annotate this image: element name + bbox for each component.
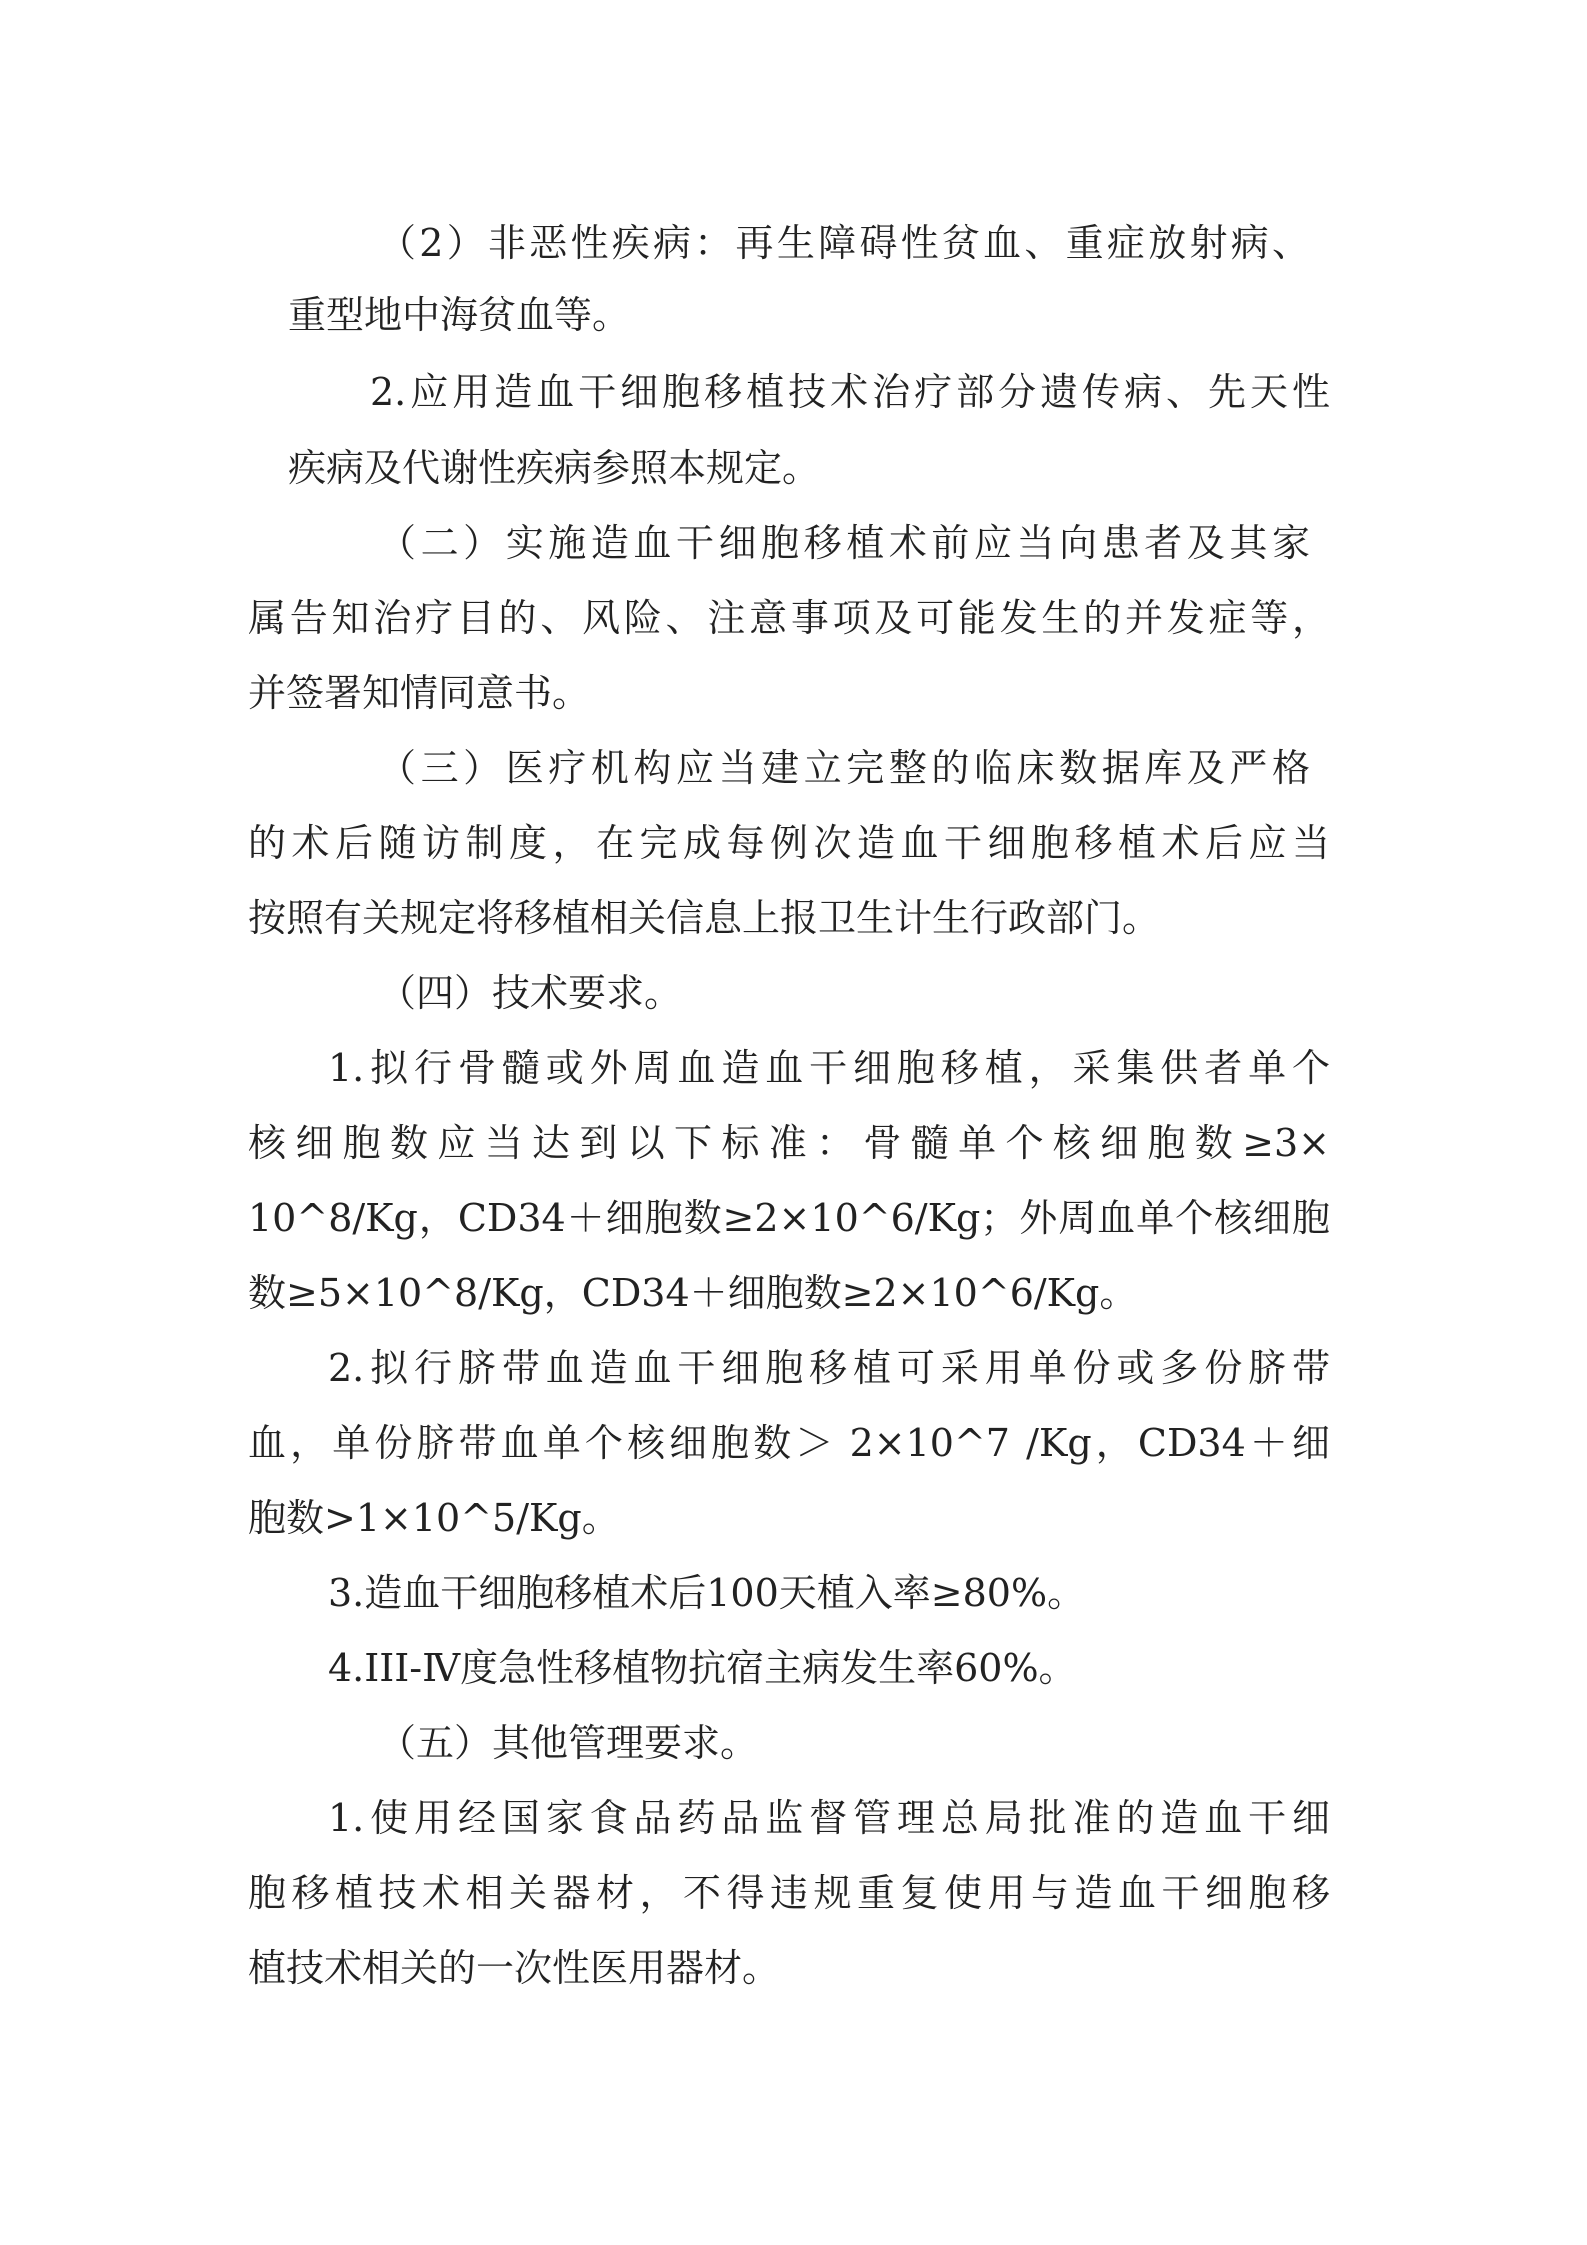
text-line: （2）非恶性疾病：再生障碍性贫血、重症放射病、	[378, 221, 1310, 265]
text-line: （五）其他管理要求。	[378, 1721, 759, 1765]
text-line: 并签署知情同意书。	[248, 671, 591, 715]
text-line: 血，单份脐带血单个核细胞数＞ 2×10^7 /Kg，CD34＋细	[248, 1421, 1330, 1465]
text-line: 核细胞数应当达到以下标准：骨髓单个核细胞数≥3×	[248, 1121, 1330, 1165]
text-line: （二）实施造血干细胞移植术前应当向患者及其家	[378, 521, 1310, 565]
text-line: 胞数>1×10^5/Kg。	[248, 1496, 620, 1540]
text-line: 1.拟行骨髓或外周血造血干细胞移植，采集供者单个	[328, 1046, 1330, 1090]
text-line: 3.造血干细胞移植术后100天植入率≥80%。	[328, 1571, 1086, 1615]
text-line: 重型地中海贫血等。	[288, 293, 631, 337]
text-line: 1.使用经国家食品药品监督管理总局批准的造血干细	[328, 1796, 1330, 1840]
text-line: 10^8/Kg，CD34＋细胞数≥2×10^6/Kg；外周血单个核细胞	[248, 1196, 1330, 1240]
text-line: 属告知治疗目的、风险、注意事项及可能发生的并发症等，	[248, 596, 1330, 640]
text-line: 的术后随访制度，在完成每例次造血干细胞移植术后应当	[248, 821, 1330, 865]
text-line: （四）技术要求。	[378, 971, 683, 1015]
text-line: 胞移植技术相关器材，不得违规重复使用与造血干细胞移	[248, 1871, 1330, 1915]
text-line: 2.拟行脐带血造血干细胞移植可采用单份或多份脐带	[328, 1346, 1330, 1390]
text-line: 植技术相关的一次性医用器材。	[248, 1946, 781, 1990]
text-line: 疾病及代谢性疾病参照本规定。	[288, 446, 821, 490]
text-line: 4.III-Ⅳ度急性移植物抗宿主病发生率60%。	[328, 1646, 1077, 1690]
text-line: （三）医疗机构应当建立完整的临床数据库及严格	[378, 746, 1310, 790]
text-line: 按照有关规定将移植相关信息上报卫生计生行政部门。	[248, 896, 1161, 940]
text-line: 2.应用造血干细胞移植技术治疗部分遗传病、先天性	[370, 370, 1330, 414]
text-line: 数≥5×10^8/Kg，CD34＋细胞数≥2×10^6/Kg。	[248, 1271, 1138, 1315]
